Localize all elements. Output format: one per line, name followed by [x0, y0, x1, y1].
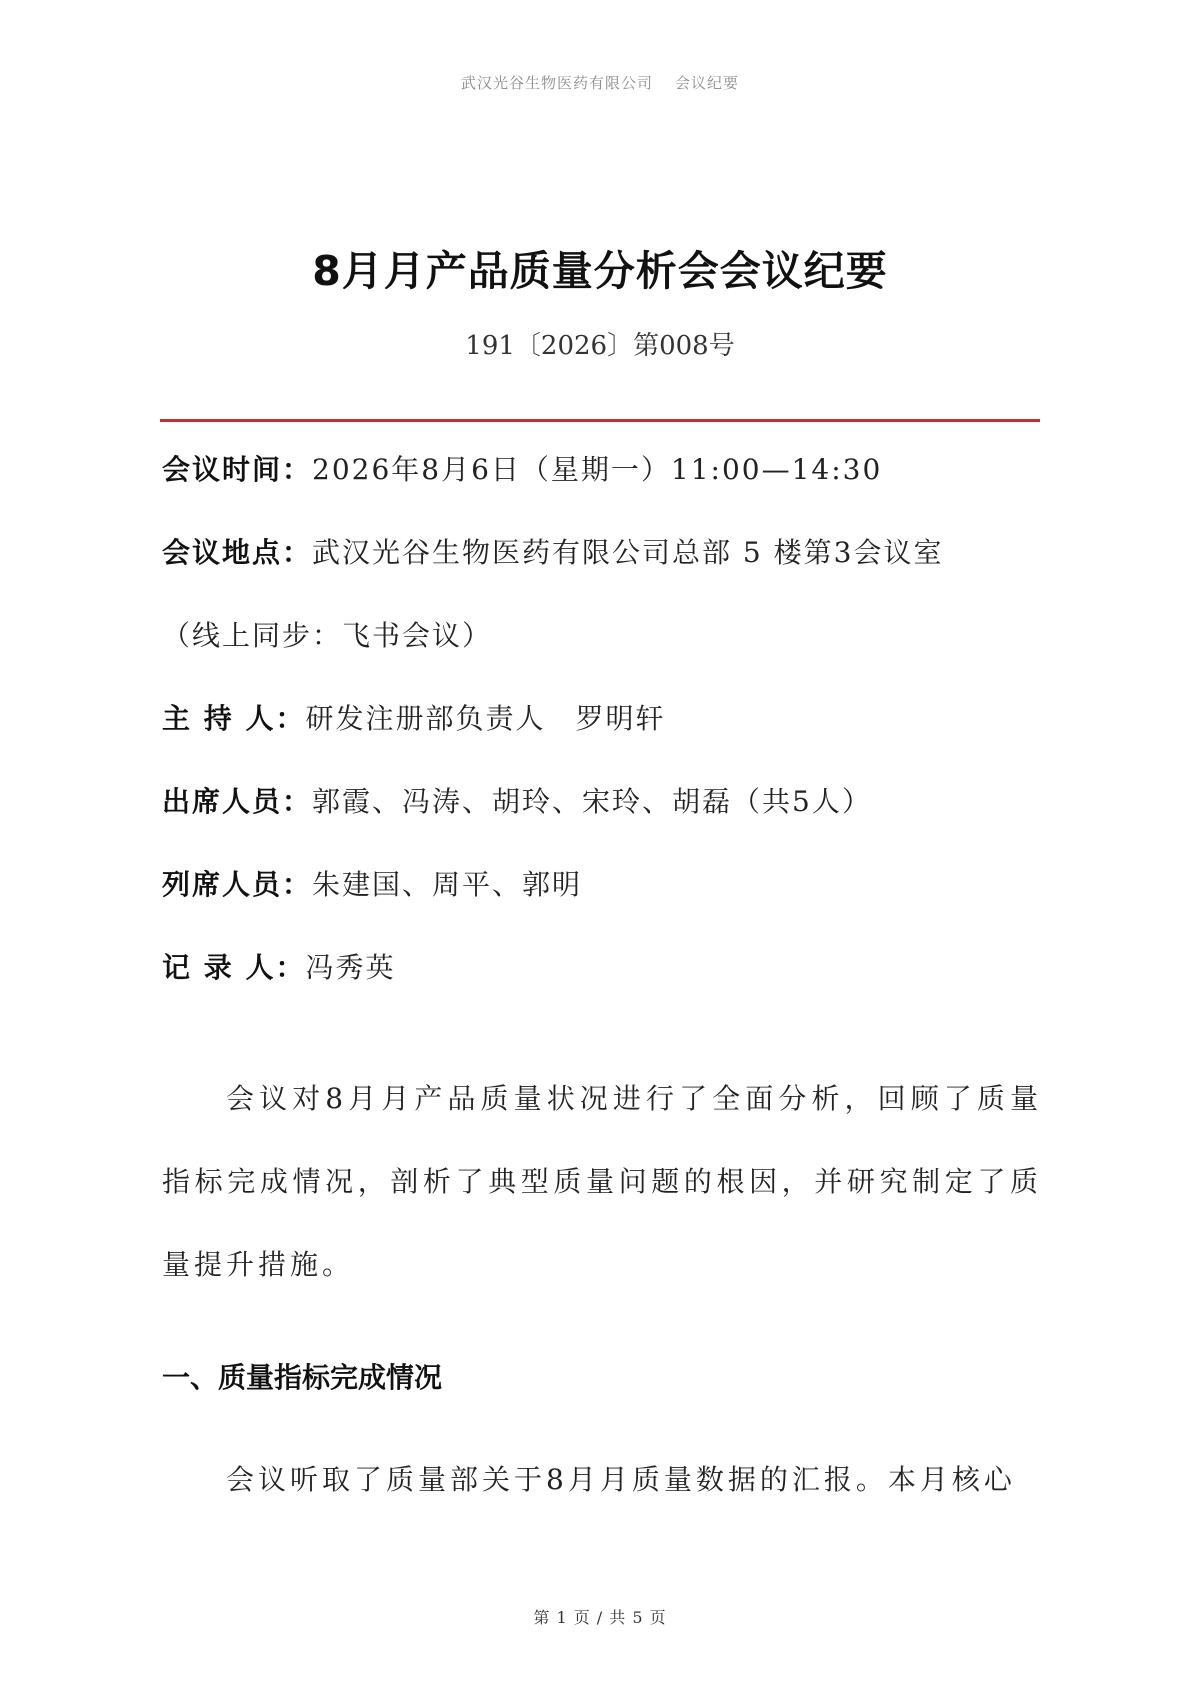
attendees-value: 郭霞、冯涛、胡玲、宋玲、胡磊（共5人） — [312, 785, 872, 818]
page-header — [0, 72, 1200, 93]
attendees-label: 出席人员： — [162, 785, 313, 818]
red-divider — [160, 419, 1040, 422]
meeting-time-value: 2026年8月6日（星期一）11:00—14:30 — [312, 453, 883, 486]
attendees-row — [162, 780, 1042, 820]
observers-label: 列席人员： — [162, 868, 313, 901]
observers-row — [162, 863, 1042, 903]
header-doc-type: 会议纪要 — [675, 74, 740, 92]
recorder-row — [162, 946, 1042, 986]
meeting-place-continued: （线上同步：飞书会议） — [162, 619, 493, 652]
observers-value: 朱建国、周平、郭明 — [312, 868, 583, 901]
meeting-place-row — [162, 531, 1042, 571]
meeting-time-label: 会议时间： — [162, 453, 313, 486]
meeting-place-label: 会议地点： — [162, 536, 313, 569]
meeting-time-row — [162, 448, 1042, 488]
document-number: 191〔2026〕第008号 — [465, 331, 735, 361]
document-title: 8月月产品质量分析会会议纪要 — [312, 247, 888, 295]
intro-paragraph: 会议对8月月产品质量状况进行了全面分析，回顾了质量指标完成情况，剖析了典型质量问题的根因，并研究制定了质量提升措施。 — [162, 1082, 1042, 1281]
recorder-label: 记 录 人： — [162, 951, 306, 984]
host-row — [162, 697, 1042, 737]
page-footer: 第 1 页 / 共 5 页 — [533, 1608, 667, 1627]
header-company: 武汉光谷生物医药有限公司 — [460, 74, 653, 92]
section-heading-quality-metrics: 一、质量指标完成情况 — [162, 1361, 443, 1394]
recorder-value: 冯秀英 — [305, 951, 396, 984]
host-value: 研发注册部负责人 罗明轩 — [305, 702, 666, 735]
section-paragraph: 会议听取了质量部关于8月月质量数据的汇报。本月核心 — [226, 1463, 1016, 1496]
meeting-place-value: 武汉光谷生物医药有限公司总部 5 楼第3会议室 — [312, 536, 944, 569]
host-label: 主 持 人： — [162, 702, 306, 735]
